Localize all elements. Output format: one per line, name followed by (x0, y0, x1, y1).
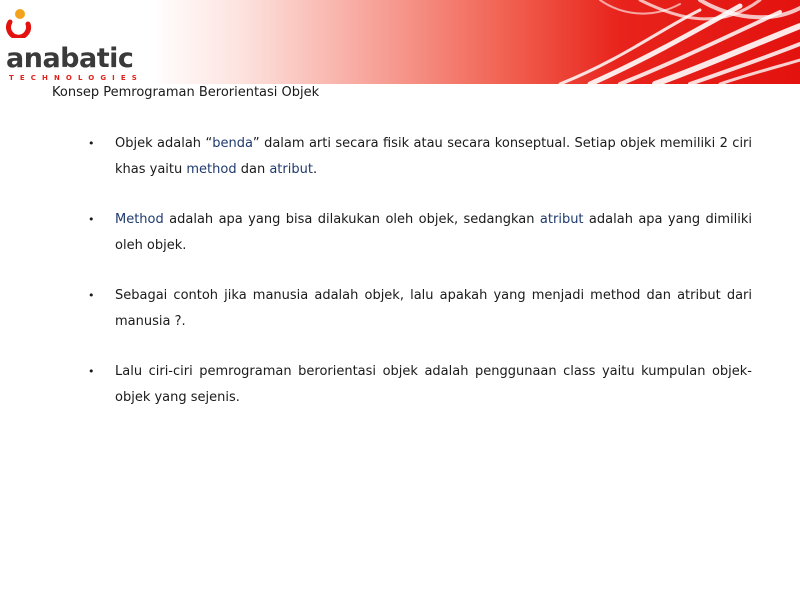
bullet-text: Lalu ciri-ciri pemrograman berorientasi objek adalah penggunaan class yaitu kumpulan objek-objek yang sejenis. (115, 364, 752, 405)
text-run: adalah apa yang bisa dilakukan oleh objek, sedangkan (163, 212, 540, 227)
keyword-highlight: atribut (539, 212, 584, 227)
list-item (88, 283, 752, 335)
bullet-icon: • (88, 289, 95, 302)
text-run: ” dalam arti secara fisik atau secara konseptual. Setiap objek memiliki 2 ciri khas yaitu (115, 136, 753, 177)
list-item (88, 359, 752, 411)
brand-name: anabatic (6, 43, 134, 74)
brand-logo (6, 8, 143, 82)
list-item (88, 207, 752, 259)
brand-tagline: TECHNOLOGIES (9, 74, 143, 82)
text-run: dan (236, 162, 270, 177)
keyword-highlight: atribut (269, 162, 313, 177)
keyword-highlight: benda (212, 136, 253, 151)
bullet-icon: • (88, 213, 95, 226)
bullet-icon: • (88, 365, 95, 378)
header-banner (0, 0, 800, 84)
text-run: Objek adalah “ (115, 136, 213, 151)
keyword-highlight: method (186, 162, 237, 177)
bullet-list (88, 131, 752, 435)
bullet-icon: • (88, 137, 95, 150)
keyword-highlight: Method (115, 212, 164, 227)
logo-mark-icon (6, 8, 32, 38)
bullet-text (115, 136, 752, 177)
list-item (88, 131, 752, 183)
bullet-text: Sebagai contoh jika manusia adalah objek, lalu apakah yang menjadi method dan atribut dari manusia ?. (115, 288, 752, 329)
text-run: . (312, 162, 318, 177)
page-title: Konsep Pemrograman Berorientasi Objek (52, 85, 320, 100)
text-run: adalah apa yang dimiliki oleh objek. (115, 212, 752, 253)
bullet-text (115, 212, 752, 253)
